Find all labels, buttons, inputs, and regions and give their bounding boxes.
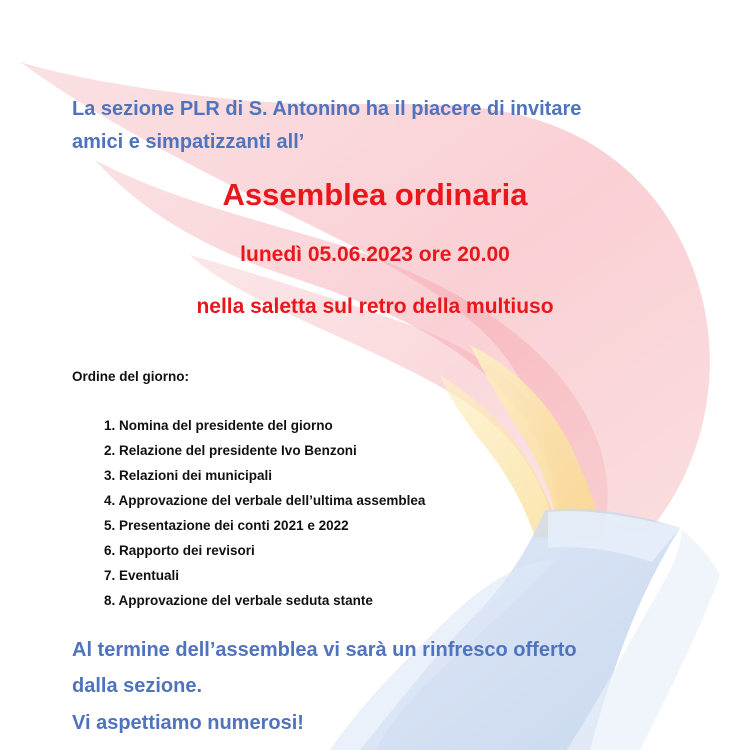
event-datetime: lunedì 05.06.2023 ore 20.00 bbox=[240, 243, 510, 266]
event-location: nella saletta sul retro della multiuso bbox=[196, 295, 554, 318]
closing-text bbox=[72, 632, 712, 704]
agenda-list bbox=[104, 413, 425, 613]
agenda-item: 3. Relazioni dei municipali bbox=[104, 468, 273, 483]
agenda-item: 6. Rapporto dei revisori bbox=[104, 543, 255, 558]
agenda-item: 5. Presentazione dei conti 2021 e 2022 bbox=[104, 518, 349, 533]
agenda-item: 4. Approvazione del verbale dell’ultima assemblea bbox=[104, 493, 426, 508]
agenda-item: 7. Eventuali bbox=[104, 568, 180, 583]
agenda-heading: Ordine del giorno: bbox=[72, 369, 189, 384]
farewell-text: Vi aspettiamo numerosi! bbox=[72, 712, 304, 734]
event-title: Assemblea ordinaria bbox=[222, 177, 528, 212]
agenda-item: 1. Nomina del presidente del giorno bbox=[104, 418, 333, 433]
intro-text bbox=[72, 93, 712, 159]
intro-line-1: La sezione PLR di S. Antonino ha il piacere di invitare bbox=[72, 98, 582, 120]
intro-line-2: amici e simpatizzanti all’ bbox=[72, 131, 305, 153]
closing-line-2: dalla sezione. bbox=[72, 675, 203, 697]
agenda-item: 2. Relazione del presidente Ivo Benzoni bbox=[104, 443, 357, 458]
agenda-item: 8. Approvazione del verbale seduta stante bbox=[104, 593, 373, 608]
closing-line-1: Al termine dell’assemblea vi sarà un rinfresco offerto bbox=[72, 639, 577, 661]
